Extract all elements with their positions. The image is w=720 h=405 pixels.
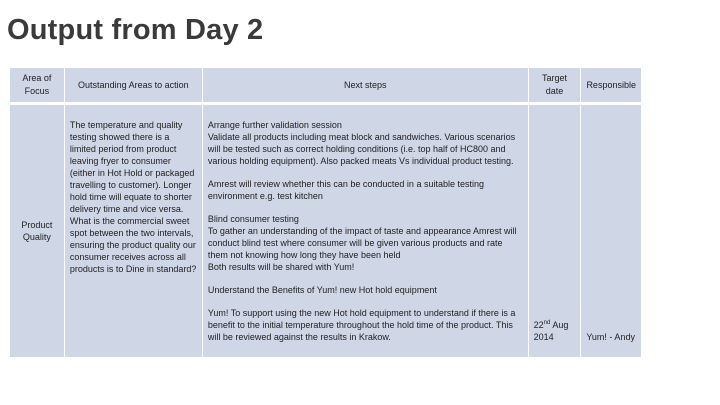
slide-title: Output from Day 2 bbox=[7, 14, 264, 46]
next-step-line: Both results will be shared with Yum! bbox=[207, 262, 355, 272]
table-row bbox=[10, 105, 642, 358]
next-step-line: Blind consumer testing bbox=[207, 214, 299, 224]
cell-target-date bbox=[529, 105, 582, 358]
next-step-line: To gather an understanding of the impact of taste and appearance Amrest will conduct blind test where consumer will be given various products and rate them not knowing how long they have been held bbox=[207, 226, 517, 260]
next-step-line: Yum! To support using the new Hot hold equipment to understand if there is a benefit to the initial temperature throughout the hold time of the product. This will be reviewed against the results in Krakow. bbox=[207, 308, 516, 342]
header-next-steps: Next steps bbox=[203, 68, 529, 105]
header-outstanding-areas: Outstanding Areas to action bbox=[65, 68, 203, 105]
next-step-line: Validate all products including meat block and sandwiches. Various scenarios will be tested such as correct holding conditions (i.e. top half of HC800 and various holding equipment). Also packed meats Vs individual product testing. bbox=[207, 132, 516, 166]
next-step-line: Amrest will review whether this can be conducted in a suitable testing environment e.g. test kitchen bbox=[207, 179, 484, 201]
header-area-of-focus: Area of Focus bbox=[10, 68, 65, 105]
action-table bbox=[10, 68, 642, 358]
cell-area-of-focus: Product Quality bbox=[10, 105, 65, 358]
next-step-line: Understand the Benefits of Yum! new Hot hold equipment bbox=[207, 285, 437, 295]
cell-responsible: Yum! - Andy bbox=[581, 105, 642, 358]
target-month-year: Aug 2014 bbox=[533, 320, 569, 342]
cell-next-steps bbox=[203, 105, 529, 358]
target-day: 22 bbox=[533, 320, 544, 330]
header-target-date: Target date bbox=[529, 68, 582, 105]
target-day-suffix: nd bbox=[543, 320, 551, 326]
cell-outstanding-areas: The temperature and quality testing showed there is a limited period from product leaving fryer to consumer (either in Hot Hold or packaged travelling to customer). Longer hold time will equate to shorter delivery time and vice versa. What is the commercial sweet spot between the two intervals, ensuring the product quality our consumer receives across all products is to Dine in standard? bbox=[65, 105, 203, 358]
next-step-line: Arrange further validation session bbox=[207, 120, 342, 130]
table-header-row bbox=[10, 68, 642, 105]
header-responsible: Responsible bbox=[581, 68, 642, 105]
